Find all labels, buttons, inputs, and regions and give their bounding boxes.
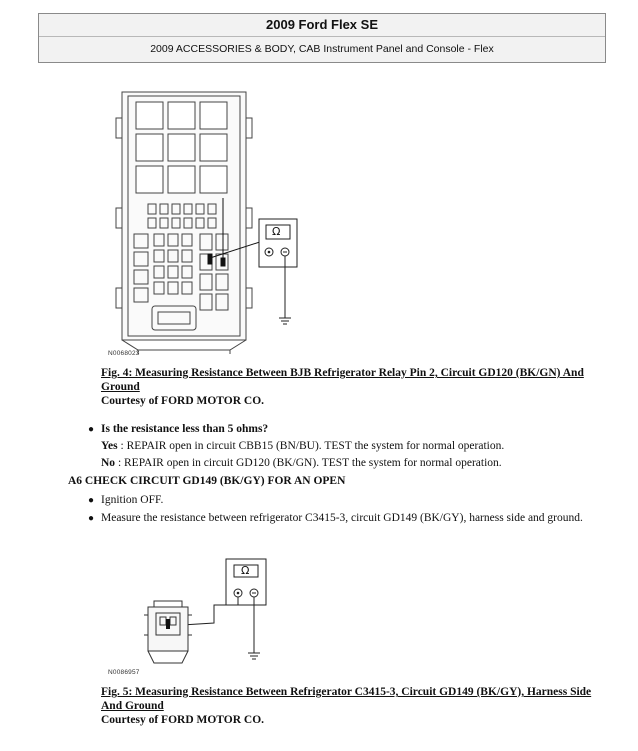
- step-item-text: Measure the resistance between refrigerator C3415-3, circuit GD149 (BK/GY), harness side and ground.: [101, 512, 583, 524]
- page-header: [38, 13, 606, 63]
- figure-5-diagram: [142, 553, 282, 678]
- no-label: No: [101, 457, 116, 469]
- step-heading: A6 CHECK CIRCUIT GD149 (BK/GY) FOR AN OPEN: [68, 475, 346, 487]
- figure-5-title: Fig. 5: Measuring Resistance Between Refrigerator C3415-3, Circuit GD149 (BK/GY), Harness Side And Ground: [101, 686, 592, 712]
- figure-code: N0068023: [108, 350, 140, 357]
- bullet-icon: ●: [88, 495, 95, 506]
- figure-5-caption: [101, 685, 611, 727]
- question-text: Is the resistance less than 5 ohms?: [101, 423, 269, 435]
- figure-4-caption: [101, 366, 611, 408]
- yes-text: : REPAIR open in circuit CBB15 (BN/BU). TEST the system for normal operation.: [117, 440, 505, 452]
- figure-4-credit: Courtesy of FORD MOTOR CO.: [101, 395, 265, 407]
- step-item-text: Ignition OFF.: [101, 494, 164, 506]
- document-title: 2009 Ford Flex SE: [39, 14, 605, 37]
- no-answer: [60, 455, 600, 472]
- diagnostic-question: [60, 421, 600, 472]
- no-text: : REPAIR open in circuit GD120 (BK/GN). TEST the system for normal operation.: [115, 457, 502, 469]
- connector-illustration: [142, 553, 282, 678]
- list-item: [60, 421, 600, 438]
- meter-illustration: [258, 218, 308, 333]
- figure-code: N0086957: [108, 669, 140, 676]
- figure-5-credit: Courtesy of FORD MOTOR CO.: [101, 714, 265, 726]
- yes-answer: [60, 438, 600, 455]
- list-item: [60, 511, 600, 526]
- bullet-icon: ●: [88, 513, 95, 524]
- list-item: [60, 492, 600, 509]
- step-list: [60, 492, 600, 526]
- figure-4-title: Fig. 4: Measuring Resistance Between BJB Refrigerator Relay Pin 2, Circuit GD120 (BK/GN) And Ground: [101, 367, 584, 393]
- bullet-icon: ●: [88, 424, 95, 435]
- ohmmeter-figure-4: [258, 218, 308, 333]
- yes-label: Yes: [101, 440, 118, 452]
- ohm-symbol: Ω: [241, 564, 250, 577]
- document-subtitle: 2009 ACCESSORIES & BODY, CAB Instrument Panel and Console - Flex: [150, 43, 494, 55]
- ohm-symbol: Ω: [272, 225, 281, 238]
